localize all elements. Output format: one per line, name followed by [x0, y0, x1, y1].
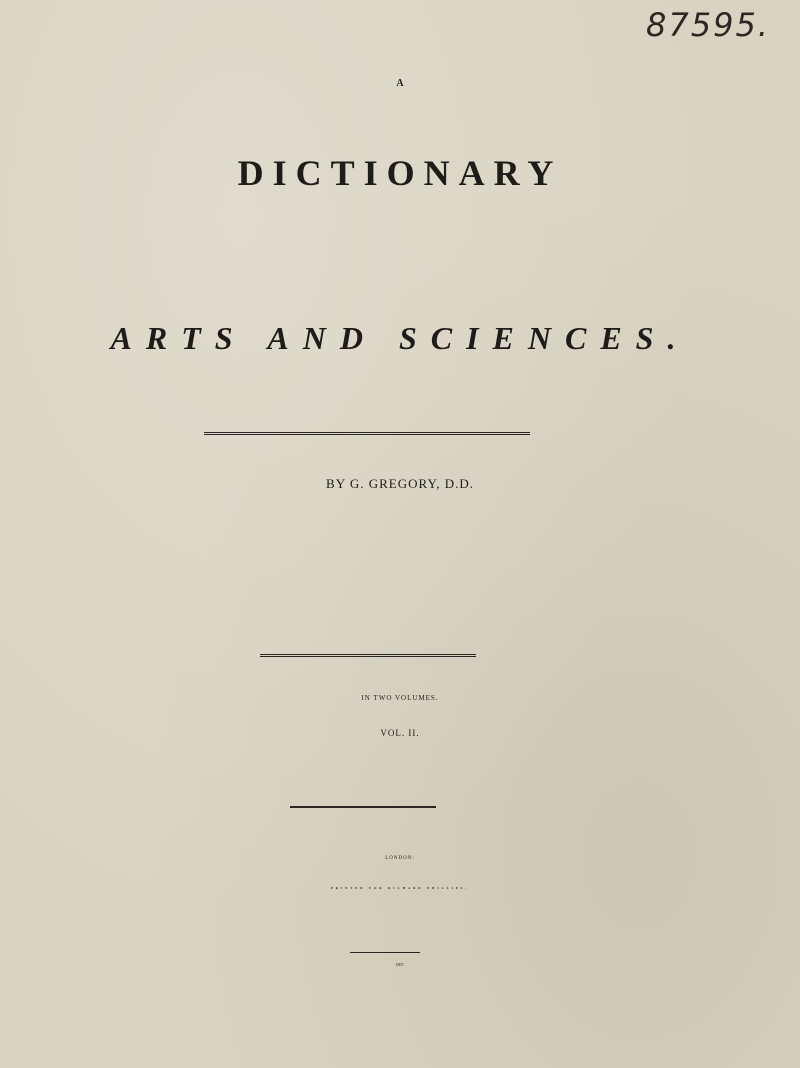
imprint-year: 1807. — [395, 962, 405, 967]
title-of: OF — [395, 252, 405, 253]
main-title: DICTIONARY — [237, 153, 563, 193]
handwritten-accession-number: 87595. — [646, 6, 770, 44]
divider-rule — [260, 654, 476, 657]
volume-number: VOL. II. — [380, 728, 420, 738]
imprint-place: LONDON: — [385, 856, 415, 861]
volumes-note: IN TWO VOLUMES. — [361, 694, 439, 702]
title-article: A — [396, 78, 404, 89]
imprint-publisher: PRINTED FOR RICHARD PHILLIPS, — [330, 886, 470, 890]
divider-rule — [204, 432, 530, 435]
subject-title: ARTS AND SCIENCES. — [110, 320, 690, 356]
author-line: BY G. GREGORY, D.D. — [326, 476, 474, 491]
divider-rule — [350, 952, 420, 953]
divider-rule — [290, 806, 436, 808]
